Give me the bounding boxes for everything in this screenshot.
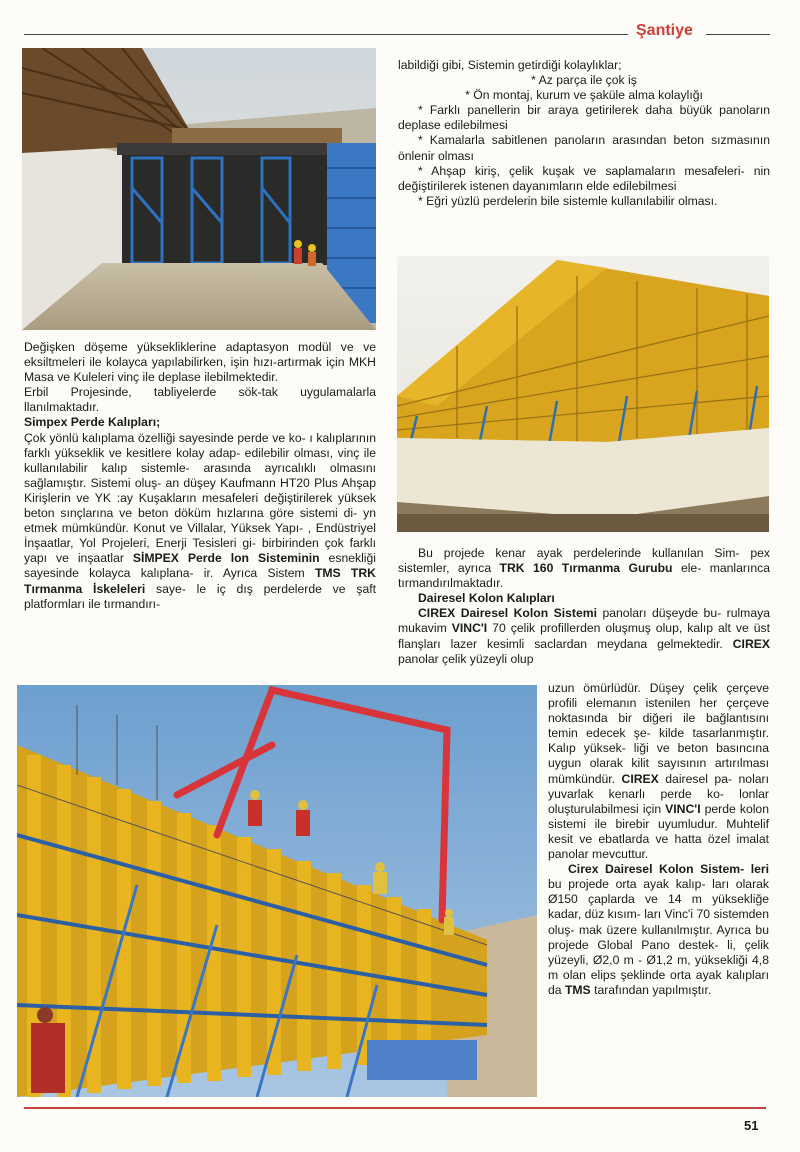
bullet-item: * Az parça ile çok iş <box>531 73 637 88</box>
header-rule-left <box>24 34 628 35</box>
bullet-item: * Ön montaj, kurum ve şaküle alma kolaylığı <box>465 88 703 103</box>
footer-rule <box>24 1107 766 1109</box>
paragraph-cirex-details: uzun ömürlüdür. Düşey çelik çerçeve profili elemanın istenilen her çerçeve noktasında bir diğeri ile bağlantısını temin edecek şe- kilde tasarlanmıştır. Kalıp yüksek- liği ve beton basıncına uygun olarak kilit sayısının artırılması mümkündür. CIREX dairesel pa- noları yuvarlak kenarlı perde ko- lonlar oluşturulabilmesi için VINC'I perde kolon sistemi ile birebir uyumludur. Muhtelif kesit ve ebatlarda ve hatta özel imalat panolar mevcuttur. <box>548 681 769 862</box>
header-rule-right <box>706 34 770 35</box>
heading-simpex: Simpex Perde Kalıpları; <box>24 415 161 430</box>
right-column-middle <box>398 546 770 667</box>
paragraph-cirex: CIREX Dairesel Kolon Sistemi panoları düşeyde bu- rulmaya mukavim VINC'I 70 çelik profillerden oluşmuş olup, kalıp alt ve üst flanşları lazer kesimli saclardan meydana gelmektedir. CIREX panolar çelik yüzeyli olup <box>398 606 770 666</box>
paragraph-simpex: Çok yönlü kalıplama özelliği sayesinde perde ve ko- ı kalıplarının farklı yükseklik ve kesitlere kolay adap- edilebilir olması, vinç ile kullanılabilir kalıp sistemle- arasında ayrıcalıklı olmasını sağlamıştır. Sistemi oluş- an düşey Kaufmann HT20 Plus Ahşap Kirişlerin ve YK :ay Kuşakların mesafeleri değiştirilerek yüksek beton sınçlarına ve beton döküm hızlarına göre sistemi di- yn etmek mümkündür. Konut ve Villalar, Yüksek Yapı- , Endüstriyel İnşaatlar, Yol Projeleri, Enerji Tesisleri gi- birbirinden çok farklı yapı ve inşaatlar SİMPEX Perde lon Sisteminin esnekliği sayesinde kolayca kalıplana- ir. Ayrıca Sistem TMS TRK Tırmanma İskeleleri saye- le iç dış perdelerde ve şaft platformları ile tırmandırı- <box>24 430 376 611</box>
bullet-item: * Ahşap kiriş, çelik kuşak ve saplamaların mesafeleri- nin değiştirilerek istenen dayanımların elde edilebilmesi <box>398 163 770 193</box>
right-column-top <box>398 58 770 209</box>
paragraph-adaptation: Değişken döşeme yüksekliklerine adaptasyon modül ve ve eksiltmeleri ile kolayca yapılabilirken, işin hızı-artırmak için MKH Masa ve Kuleleri vinç ile deplase ilebilmektedir. <box>24 340 376 385</box>
photo-tunnel-construction <box>22 48 376 330</box>
narrow-column <box>548 681 769 998</box>
paragraph-erbil: Erbil Projesinde, tabliyelerde sök-tak uygulamalarla llanılmaktadır. <box>24 385 376 415</box>
photo-wall-formwork <box>397 256 769 532</box>
heading-column-forms: Dairesel Kolon Kalıpları <box>418 591 555 606</box>
bullet-item: * Farklı panellerin bir araya getirilerek daha büyük panoların deplase edilebilmesi <box>398 103 770 133</box>
bullet-item: * Eğri yüzlü perdelerin bile sistemle kullanılabilir olması. <box>418 193 718 208</box>
bullet-item: * Kamalarla sabitlenen panoların arasından beton sızmasının önlenir olması <box>398 133 770 163</box>
page-number: 51 <box>744 1118 759 1133</box>
section-title: Şantiye <box>636 22 693 39</box>
photo-concrete-pump <box>17 685 537 1097</box>
paragraph-advantages-intro: labildiği gibi, Sistemin getirdiği kolaylıklar; <box>398 58 622 72</box>
left-column <box>24 340 376 612</box>
paragraph-cirex-project: Cirex Dairesel Kolon Sistem- leri bu projede orta ayak kalıp- ları olarak Ø150 çaplarda ve 14 m yüksekliğe kadar, düz kısım- ları Vinc'i 70 sistemden oluş- mak üzere kullanılmıştır. Ayrıca bu projede Global Pano destek- li, çelik yüzeyli, Ø2,0 m - Ø1,2 m, yüksekliği 4,8 m olan elips şeklinde orta ayak kalıpları da TMS tarafından yapılmıştır. <box>548 862 769 997</box>
paragraph-trk160: Bu projede kenar ayak perdelerinde kullanılan Sim- pex sistemler, ayrıca TRK 160 Tırmanma Gurubu ele- manlarınca tırmandırılmaktadır. <box>398 546 770 591</box>
